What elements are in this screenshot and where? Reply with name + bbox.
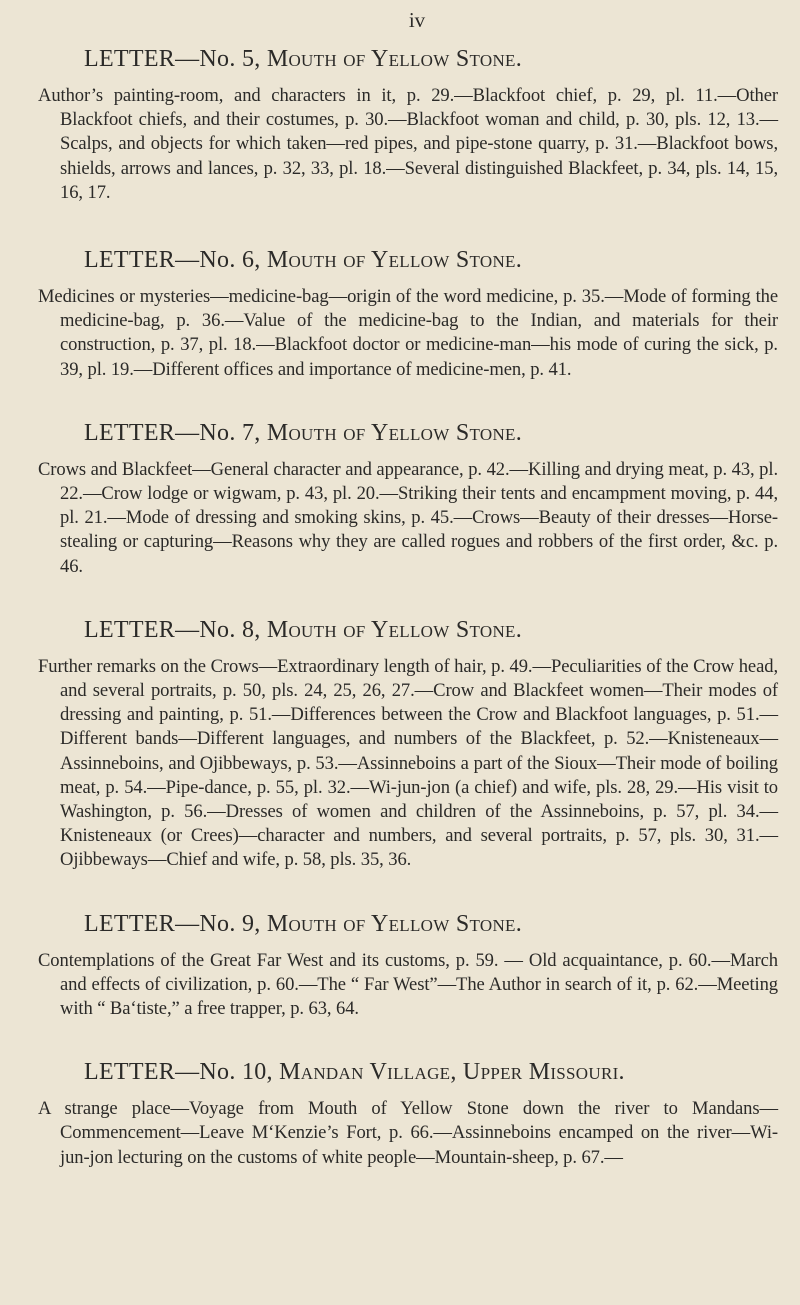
letter-10-heading [38,1057,778,1087]
letter-6-heading-prefix: LETTER—No. 6, [84,247,267,274]
letter-10-heading-place: Mandan Village, Upper Missouri. [279,1059,625,1086]
letter-8-summary: Further remarks on the Crows—Extraordinary length of hair, p. 49.—Peculiarities of the Crow head, and several portraits, p. 50, pls. 24, 25, 26, 27.—Crow and Blackfeet women—Their modes of dressing and painting, p. 51.—Differences between the Crow and Blackfoot languages, p. 51.—Different bands—Different languages, and numbers of the Blackfeet, p. 52.—Knisteneaux—Assinneboins, and Ojibbeways, p. 53.—Assinneboins a part of the Sioux—Their mode of boiling meat, p. 54.—Pipe-dance, p. 55, pl. 32.—Wi-jun-jon (a chief) and wife, pls. 28, 29.—His visit to Washington, p. 56.—Dresses of women and children of the Assinneboins, p. 57, pl. 34.—Knisteneaux (or Crees)—character and numbers, and several portraits, p. 57, pls. 30, 31.—Ojibbeways—Chief and wife, p. 58, pls. 35, 36. [38,655,778,871]
page-number: iv [408,8,426,32]
letter-6-heading [38,245,778,275]
letter-10-section [38,1057,778,1170]
letter-7-heading-place: Mouth of Yellow Stone. [266,419,523,446]
letter-8-heading-place: Mouth of Yellow Stone. [266,616,523,643]
letter-8-heading [38,615,778,645]
letter-8-heading-prefix: LETTER—No. 8, [84,616,267,643]
letter-9-heading-prefix: LETTER—No. 9, [84,910,267,937]
letter-9-section [38,909,778,1022]
letter-9-heading-place: Mouth of Yellow Stone. [266,910,523,937]
letter-7-summary: Crows and Blackfeet—General character and appearance, p. 42.—Killing and drying meat, p. 43, pl. 22.—Crow lodge or wigwam, p. 43, pl. 20.—Striking their tents and encampment moving, p. 44, pl. 21.—Mode of dressing and smoking skins, p. 45.—Crows—Beauty of their dresses—Horse-stealing or capturing—Reasons why they are called rogues and robbers of the first order, &c. p. 46. [38,458,778,577]
letter-7-heading [38,418,778,448]
letter-5-section [38,44,778,205]
letter-5-heading [38,44,778,74]
letter-5-heading-place: Mouth of Yellow Stone. [266,46,523,72]
letter-7-section [38,418,778,579]
letter-8-section [38,615,778,873]
letter-5-heading-prefix: LETTER—No. 5, [84,46,267,72]
letter-9-summary: Contemplations of the Great Far West and its customs, p. 59. — Old acquaintance, p. 60.—March and effects of civilization, p. 60.—The “ Far West”—The Author in search of it, p. 62.—Meeting with “ Ba‘tiste,” a free trapper, p. 63, 64. [38,949,778,1020]
letter-9-heading [38,909,778,939]
letter-10-heading-prefix: LETTER—No. 10, [84,1059,280,1086]
letter-5-summary: Author’s painting-room, and characters in it, p. 29.—Blackfoot chief, p. 29, pl. 11.—Other Blackfoot chiefs, and their costumes, p. 30.—Blackfoot woman and child, p. 30, pls. 12, 13.—Scalps, and objects for which taken—red pipes, and pipe-stone quarry, p. 31.—Blackfoot bows, shields, arrows and lances, p. 32, 33, pl. 18.—Several distinguished Blackfeet, p. 34, pls. 14, 15, 16, 17. [38,85,778,203]
letter-6-section [38,245,778,382]
letter-7-heading-prefix: LETTER—No. 7, [84,419,267,446]
letter-10-summary: A strange place—Voyage from Mouth of Yellow Stone down the river to Mandans—Commencement—Leave M‘Kenzie’s Fort, p. 66.—Assinneboins encamped on the river—Wi-jun-jon lecturing on the customs of white people—Mountain-sheep, p. 67.— [38,1098,778,1168]
letter-6-summary: Medicines or mysteries—medicine-bag—origin of the word medicine, p. 35.—Mode of forming the medicine-bag, p. 36.—Value of the medicine-bag to the Indian, and materials for their construction, p. 37, pl. 18.—Blackfoot doctor or medicine-man—his mode of curing the sick, p. 39, pl. 19.—Different offices and importance of medicine-men, p. 41. [38,286,778,380]
letter-6-heading-place: Mouth of Yellow Stone. [266,247,523,274]
